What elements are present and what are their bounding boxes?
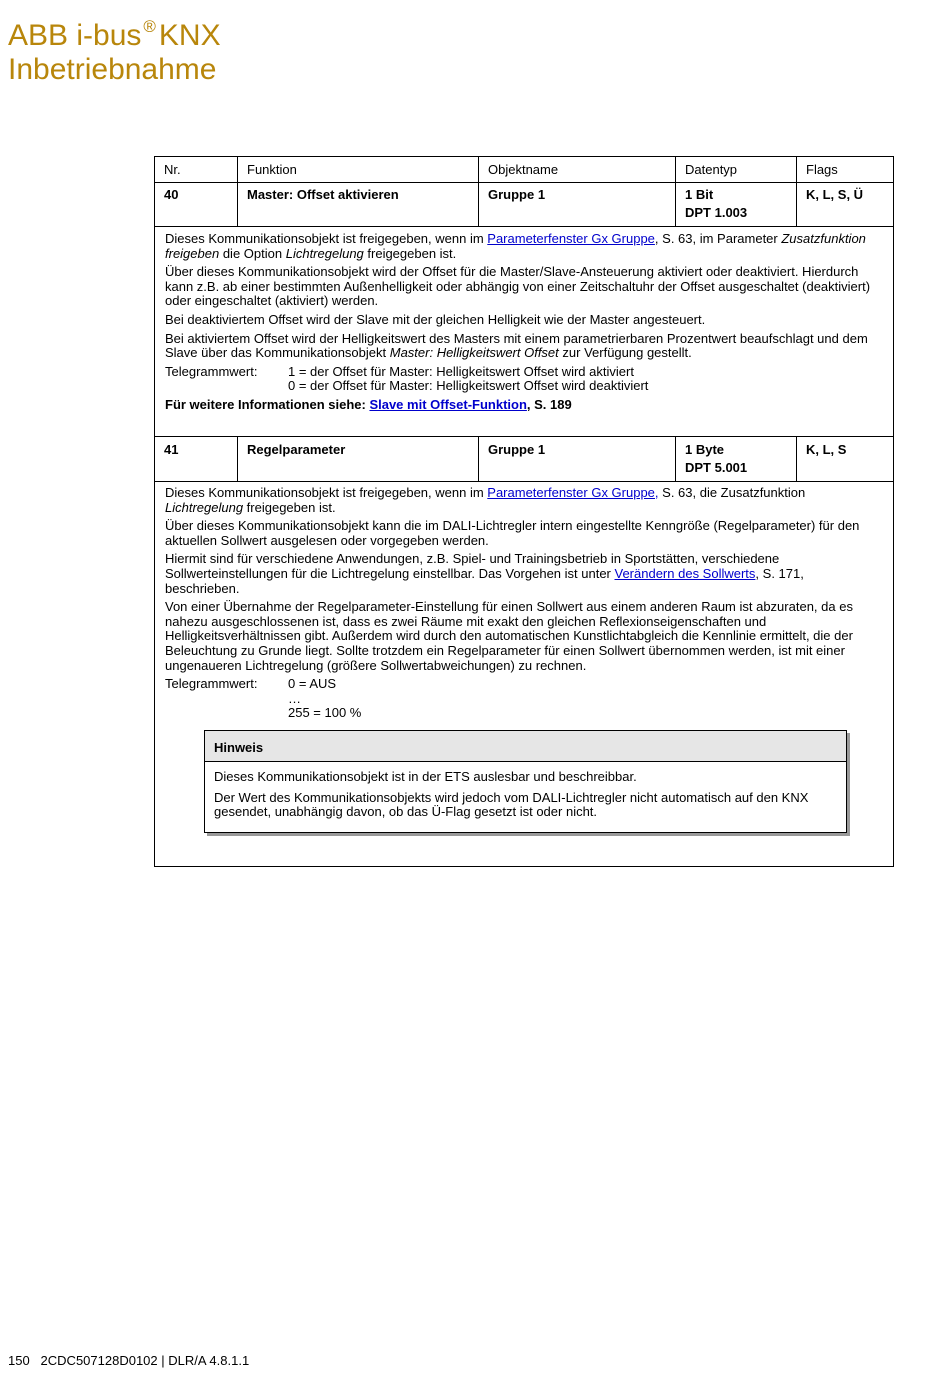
registered-mark: ® <box>143 17 156 36</box>
header-product <box>8 10 221 53</box>
col-header-flags: Flags <box>806 162 838 177</box>
telegram-values <box>165 677 880 721</box>
object-table <box>154 156 894 867</box>
col-header-datentyp: Datentyp <box>676 157 797 182</box>
hint-paragraph: Dieses Kommunikationsobjekt ist in der ETS auslesbar und beschreibbar. <box>214 769 637 784</box>
object-nr: 40 <box>155 182 238 226</box>
object-nr: 41 <box>155 437 238 481</box>
link-parameterfenster[interactable]: Parameterfenster Gx Gruppe <box>487 231 655 246</box>
telegram-value: … <box>288 690 301 706</box>
object-objektname: Gruppe 1 <box>479 182 676 226</box>
datentyp-dpt: DPT 5.001 <box>685 460 748 475</box>
col-header-funktion: Funktion <box>238 157 479 182</box>
object-flags: K, L, S, Ü <box>806 187 864 202</box>
table-row <box>155 182 893 227</box>
datentyp-size: 1 Byte <box>685 442 725 457</box>
hint-box <box>204 730 847 833</box>
col-header-objektname: Objektname <box>479 157 676 182</box>
telegram-value: 0 = AUS <box>288 676 337 692</box>
object-datentyp <box>676 182 797 226</box>
desc-paragraph: Über dieses Kommunikationsobjekt wird der Offset für die Master/Slave-Ansteuerung aktiviert oder deaktiviert. Hierdurch kann z.B. ab einer bestimmten Außenhelligkeit oder abhängig von einer Zeitschaltuhr der Offset ausgeschaltet (deaktiviert) oder eingeschaltet (aktiviert) werden. <box>165 264 871 309</box>
more-info: Für weitere Informationen siehe: Slave mit Offset-Funktion, S. 189 <box>165 396 572 412</box>
header-chapter: Inbetriebnahme <box>8 53 217 86</box>
page-header <box>8 10 221 87</box>
desc-paragraph: Dieses Kommunikationsobjekt ist freigegeben, wenn im Parameterfenster Gx Gruppe, S. 63, im Parameter Zusatzfunktion freigeben die Option Lichtregelung freigegeben ist. <box>165 231 866 261</box>
telegram-value: 255 = 100 % <box>288 705 362 721</box>
desc-paragraph: Dieses Kommunikationsobjekt ist freigegeben, wenn im Parameterfenster Gx Gruppe, S. 63, die Zusatzfunktion Lichtregelung freigegeben ist. <box>165 485 806 515</box>
col-header-nr: Nr. <box>155 157 238 182</box>
datentyp-size: 1 Bit <box>685 187 714 202</box>
desc-paragraph: Hiermit sind für verschiedene Anwendungen, z.B. Spiel- und Trainingsbetrieb in Sportstätten, verschiedene Sollwerteinstellungen für die Lichtregelung einstellbar. Das Vorgehen ist unter Verändern des Sollwerts, S. 171, beschrieben. <box>165 551 804 596</box>
telegram-values <box>165 365 880 394</box>
desc-paragraph: Bei deaktiviertem Offset wird der Slave mit der gleichen Helligkeit wie der Master angesteuert. <box>165 311 706 327</box>
telegram-label: Telegrammwert: <box>165 676 258 692</box>
table-header-row <box>155 157 893 183</box>
header-brand: ABB i-bus <box>8 19 142 52</box>
doc-id: 2CDC507128D0102 | DLR/A 4.8.1.1 <box>40 1353 250 1368</box>
object-funktion: Regelparameter <box>238 437 479 481</box>
hint-body <box>205 762 846 832</box>
telegram-value: 1 = der Offset für Master: Helligkeitswert Offset wird aktiviert <box>288 363 634 379</box>
desc-paragraph: Über dieses Kommunikationsobjekt kann die im DALI-Lichtregler intern eingestellte Kenngröße (Regelparameter) für den aktuellen Sollwert ausgelesen oder vorgegeben werden. <box>165 518 860 548</box>
page-footer <box>8 1353 249 1368</box>
object-objektname: Gruppe 1 <box>479 437 676 481</box>
datentyp-dpt: DPT 1.003 <box>685 205 748 220</box>
link-sollwert[interactable]: Verändern des Sollwerts <box>614 565 756 581</box>
header-knx: KNX <box>158 19 221 52</box>
desc-paragraph: Von einer Übernahme der Regelparameter-Einstellung für einen Sollwert aus einem anderen Raum ist abzuraten, da es nahezu ausgeschlossenen ist, dass es zwei Räume mit exakt den gleichen Reflexionseigenschaften und Helligkeitsverhältnissen gibt. Außerdem wird durch den automatischen Kunstlichtabgleich die Kennlinie ermittelt, die der Beleuchtung zu Grunde liegt. Sollte trotzdem ein Regelparameter für einen Sollwert übernommen werden, ist mit einer ungenaueren Lichtregelung (größere Sollwertabweichungen) zu rechnen. <box>165 599 853 673</box>
page-number: 150 <box>8 1353 30 1368</box>
object-datentyp <box>676 437 797 481</box>
hint-title: Hinweis <box>205 731 846 762</box>
object-description <box>165 486 880 721</box>
object-flags: K, L, S <box>806 442 847 457</box>
hint-paragraph: Der Wert des Kommunikationsobjekts wird jedoch vom DALI-Lichtregler nicht automatisch auf den KNX gesendet, unabhängig davon, ob das Ü-Flag gesetzt ist oder nicht. <box>214 789 809 820</box>
link-parameterfenster[interactable]: Parameterfenster Gx Gruppe, <box>487 485 659 500</box>
telegram-value: 0 = der Offset für Master: Helligkeitswert Offset wird deaktiviert <box>288 378 649 394</box>
object-funktion: Master: Offset aktivieren <box>238 182 479 226</box>
table-row <box>155 436 893 482</box>
telegram-label: Telegrammwert: <box>165 363 258 379</box>
desc-paragraph: Bei aktiviertem Offset wird der Helligkeitswert des Masters mit einem parametrierbaren Prozentwert beaufschlagt und dem Slave über das Kommunikationsobjekt Master: Helligkeitswert Offset zur Verfügung gestellt. <box>165 330 868 361</box>
object-description <box>165 232 880 417</box>
link-slave-offset[interactable]: Slave mit Offset-Funktion <box>369 396 527 412</box>
